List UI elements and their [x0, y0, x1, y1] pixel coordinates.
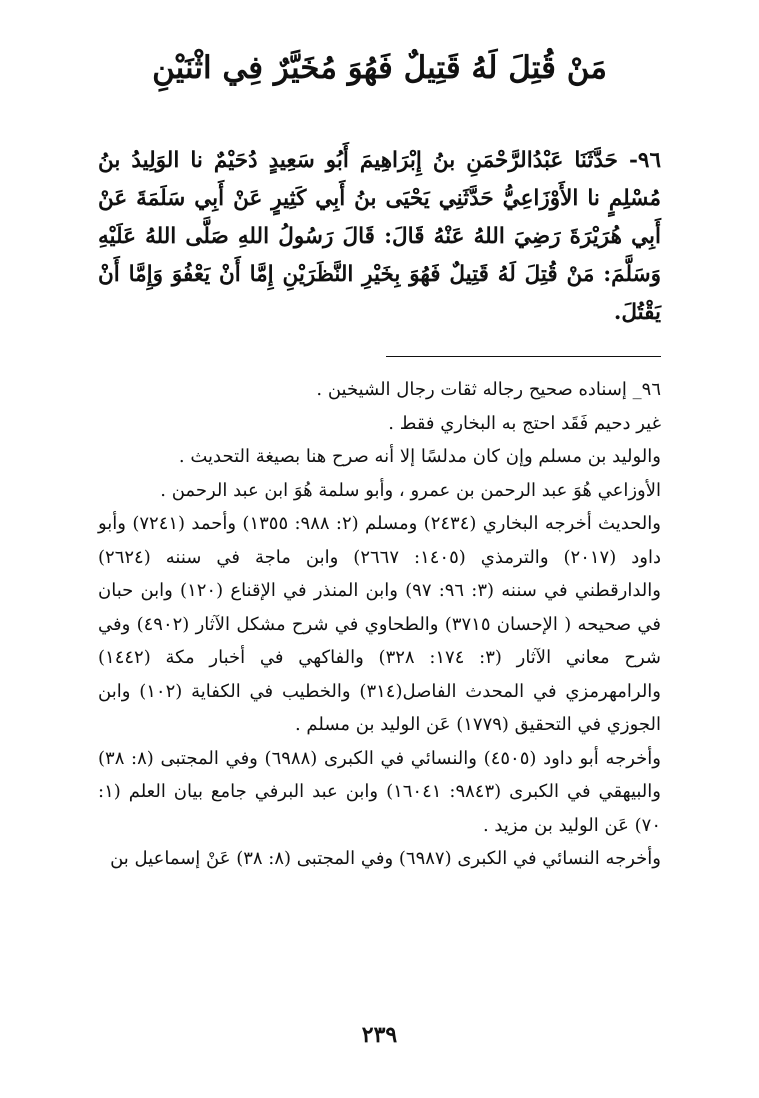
page-number: ٢٣٩: [361, 1022, 398, 1048]
footnote-paragraph: غير دحيم فَقَد احتج به البخاري فقط .: [388, 412, 661, 434]
chapter-title: مَنْ قُتِلَ لَهُ قَتِيلٌ فَهُوَ مُخَيَّرٌ فِي اثْنَيْنِ: [152, 50, 607, 86]
footnote-paragraph: ٩٦_ إسناده صحيح رجاله ثقات رجال الشيخين .: [316, 379, 661, 400]
footnotes: [98, 373, 661, 876]
footnote-paragraph: والحديث أخرجه البخاري (٢٤٣٤) ومسلم (٢: ٩٨٨: ١٣٥٥) وأحمد (٧٢٤١) وأبو داود (٢٠١٧) والترمذي (١٤٠٥: ٢٦٦٧) وابن ماجة في سننه (٢٦٢٤) والدارقطني في سننه (٣: ٩٦: ٩٧) وابن المنذر في الإقناع (١٢٠) وابن حبان في صحيحه ( الإحسان ٣٧١٥) والطحاوي في شرح مشكل الآثار (٤٩٠٢) وفي شرح معاني الآثار (٣: ١٧٤: ٣٢٨) والفاكهي في أخبار مكة (١٤٤٢) والرامهرمزي في المحدث الفاصل(٣١٤) والخطيب في الكفاية (١٠٢) وابن الجوزي في التحقيق (١٧٧٩) عَن الوليد بن مسلم .: [98, 513, 662, 735]
footnote-paragraph: وأخرجه النسائي في الكبرى (٦٩٨٧) وفي المجتبى (٨: ٣٨) عَنْ إسماعيل بن: [110, 848, 661, 869]
footnote-paragraph: وأخرجه أبو داود (٤٥٠٥) والنسائي في الكبرى (٦٩٨٨) وفي المجتبى (٨: ٣٨) والبيهقي في الكبرى (٩٨٤٣: ١٦٠٤١) وابن عبد البرفي جامع بيان العلم (١: ٧٠) عَن الوليد بن مزيد .: [98, 747, 661, 836]
footnote-paragraph: الأوزاعي هُوَ عبد الرحمن بن عمرو ، وأبو سلمة هُوَ ابن عبد الرحمن .: [160, 479, 661, 501]
hadith-text: ٩٦- حَدَّثَنَا عَبْدُالرَّحْمَنِ بنُ إِبْرَاهِيمَ أَبُو سَعِيدٍ دُحَيْمٌ نا الوَلِيدُ بنُ مُسْلِمٍ نا الأَوْزَاعِيُّ حَدَّثَنِي يَحْيَى بنُ أَبِي كَثِيرٍ عَنْ أَبِي سَلَمَةَ عَنْ أَبِي هُرَيْرَةَ رَضِيَ اللهُ عَنْهُ قَالَ: قَالَ رَسُولُ اللهِ صَلَّى اللهُ عَلَيْهِ وَسَلَّمَ: مَنْ قُتِلَ لَهُ قَتِيلٌ فَهُوَ بِخَيْرِ النَّظَرَيْنِ إِمَّا أَنْ يَعْفُوَ وَإِمَّا أَنْ يَقْتُلَ.: [98, 148, 661, 325]
footnote-divider: [386, 356, 661, 357]
footnote-paragraph: والوليد بن مسلم وإن كان مدلسًا إلا أنه صرح هنا بصيغة التحديث .: [178, 446, 661, 467]
